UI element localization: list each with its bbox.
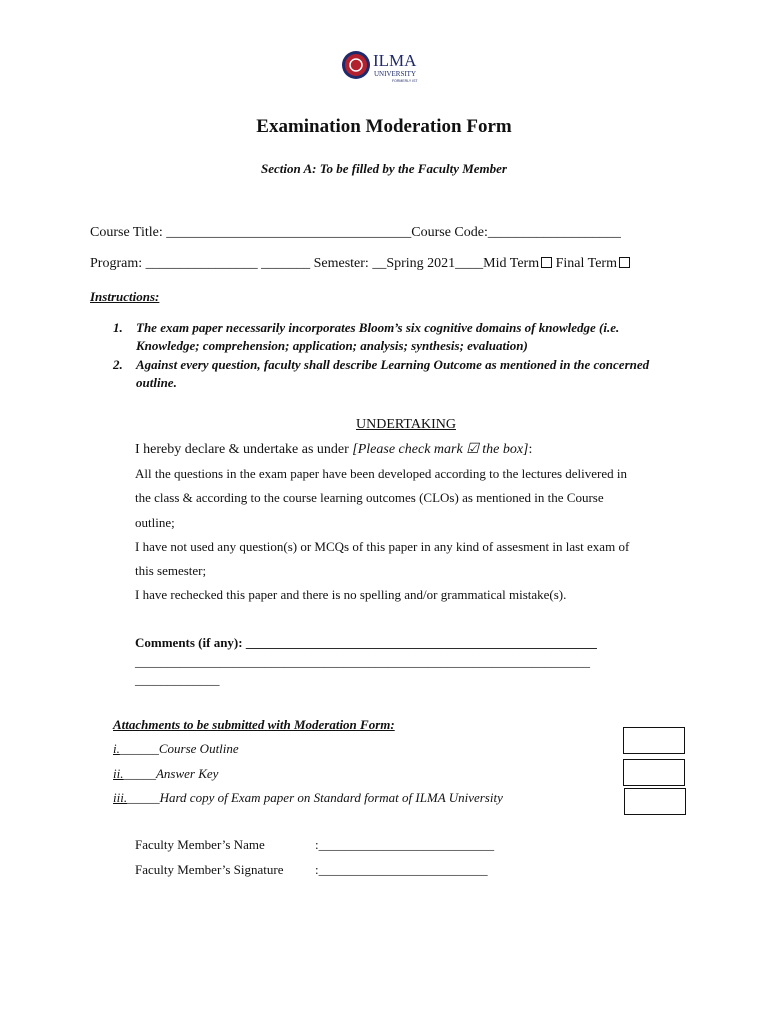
ilma-university-logo [340,40,430,90]
comments-row [135,635,597,651]
comments-field-line-1[interactable]: ______________________________________________________ [245,635,597,650]
final-term-checkbox[interactable] [619,257,630,268]
declaration-colon: : [528,442,533,457]
attachment-item-3 [113,790,503,806]
final-term-label: Final Term [552,256,617,271]
mid-term-label: Mid Term [483,256,540,271]
course-title-field[interactable]: ___________________________________ [166,225,412,240]
instruction-1-text-cont: Knowledge; comprehension; application; analysis; synthesis; evaluation) [136,338,528,353]
attachment-3-text: Hard copy of Exam paper on Standard format of ILMA University [159,790,503,805]
program-field[interactable]: ________________ _______ [145,256,311,271]
instructions-heading: Instructions: [90,289,160,304]
declaration-note: [Please check mark ☑ the box] [352,442,529,457]
undertaking-declaration [135,441,532,458]
attachment-1-checkbox[interactable] [623,727,685,754]
semester-value[interactable]: __Spring 2021____ [372,256,484,271]
course-code-label: Course Code: [411,225,488,240]
semester-label: Semester: [310,256,373,271]
program-label: Program: [90,256,146,271]
undertaking-line-4: I have not used any question(s) or MCQs of this paper in any kind of assesment in last exam of [135,539,630,554]
attachment-3-number: iii. [113,790,128,805]
faculty-signature-label: Faculty Member’s Signature [135,862,284,877]
attachment-1-blank: ______ [119,741,159,756]
svg-text:ILMA: ILMA [373,51,417,70]
instruction-1-number: 1. [113,320,123,335]
attachment-item-1 [113,741,239,757]
comments-field-line-2[interactable]: ______________________________________________________________________ [135,654,590,669]
attachment-3-checkbox[interactable] [624,788,686,815]
course-code-field[interactable]: ___________________ [487,225,621,240]
undertaking-heading: UNDERTAKING [356,417,456,432]
attachment-item-2 [113,766,218,782]
comments-field-line-3[interactable]: _____________ [135,672,220,687]
instruction-2-text: Against every question, faculty shall describe Learning Outcome as mentioned in the concerned [136,357,650,372]
course-row [90,225,621,241]
undertaking-line-2: the class & according to the course learning outcomes (CLOs) as mentioned in the Course [135,490,604,505]
course-title-label: Course Title: [90,225,167,240]
undertaking-line-5: this semester; [135,563,207,578]
attachment-3-blank: _____ [127,790,160,805]
section-a-heading: Section A: To be filled by the Faculty Member [260,161,507,176]
form-title: Examination Moderation Form [256,116,512,137]
attachments-heading: Attachments to be submitted with Moderation Form: [113,717,395,732]
undertaking-line-6: I have rechecked this paper and there is no spelling and/or grammatical mistake(s). [135,587,567,602]
faculty-name-field[interactable]: :___________________________ [315,837,495,852]
svg-text:UNIVERSITY: UNIVERSITY [374,70,416,78]
program-row [90,256,630,272]
attachment-2-checkbox[interactable] [623,759,685,786]
comments-label: Comments (if any): [135,635,246,650]
instruction-2-text-cont: outline. [136,375,177,390]
attachment-2-text: Answer Key [155,766,219,781]
attachment-2-blank: _____ [123,766,156,781]
undertaking-line-3: outline; [135,515,175,530]
instruction-1-text: The exam paper necessarily incorporates Bloom’s six cognitive domains of knowledge (i.e. [136,320,620,335]
logo-emblem-icon [340,40,430,90]
attachment-2-number: ii. [113,766,124,781]
mid-term-checkbox[interactable] [541,257,552,268]
faculty-name-label: Faculty Member’s Name [135,837,265,852]
faculty-signature-field[interactable]: :__________________________ [315,862,488,877]
instruction-2-number: 2. [113,357,123,372]
attachment-1-text: Course Outline [158,741,239,756]
declaration-text: I hereby declare & undertake as under [135,442,353,457]
svg-text:FORMERLY IST: FORMERLY IST [392,79,418,83]
undertaking-line-1: All the questions in the exam paper have been developed according to the lectures delivered in [135,466,628,481]
attachment-1-number: i. [113,741,120,756]
